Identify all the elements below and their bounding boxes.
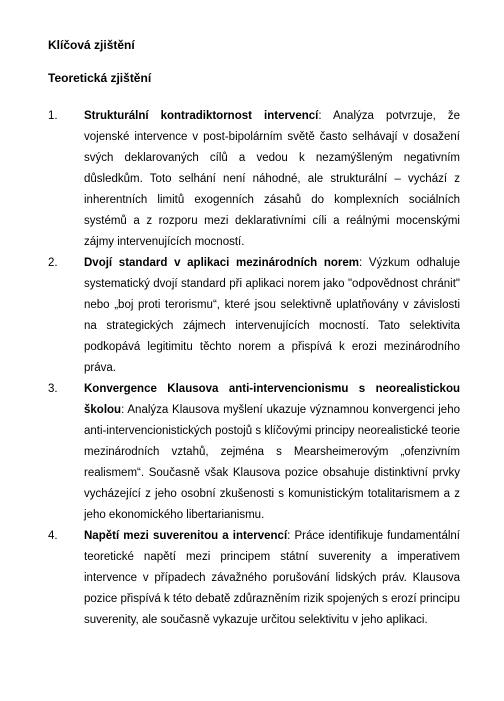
item-number: 2. bbox=[48, 257, 58, 269]
section-heading: Klíčová zjištění bbox=[48, 38, 135, 52]
item-number: 3. bbox=[48, 383, 58, 395]
subsection-heading: Teoretická zjištění bbox=[48, 71, 152, 85]
item-text: : Práce identifikuje fundamentální teoretické napětí mezi principem státní suverenity a imperativem intervence v případech závažného porušování lidských práv. Klausova pozice přispívá k této debatě zdůrazněním rizik spojených s erozí principu suverenity, ale současně vykazuje určitou selektivitu v jeho aplikaci. bbox=[84, 530, 460, 626]
item-text: : Výzkum odhaluje systematický dvojí standard při aplikaci norem jako "odpovědnost chránit" nebo „boj proti terorismu“, které jsou selektivně uplatňovány v závislosti na strategických zájmech intervenujících mocností. Tato selektivita podkopává legitimitu těchto norem a přispívá k erozi mezinárodního práva. bbox=[84, 257, 461, 374]
item-number: 1. bbox=[48, 110, 58, 122]
item-term: Napětí mezi suverenitou a intervencí bbox=[84, 530, 288, 542]
item-term: Konvergence Klausova anti-intervencionismu s neorealistickou školou bbox=[84, 383, 460, 416]
list-item bbox=[48, 106, 460, 253]
item-term: Strukturální kontradiktornost intervencí bbox=[84, 110, 319, 122]
findings-list bbox=[48, 106, 460, 631]
list-item bbox=[48, 379, 460, 526]
item-term: Dvojí standard v aplikaci mezinárodních norem bbox=[84, 257, 360, 269]
list-item bbox=[48, 253, 460, 379]
item-text: : Analýza Klausova myšlení ukazuje významnou konvergenci jeho anti-intervencionistických postojů s klíčovými principy neorealistické teorie mezinárodních vztahů, zejména s Mearsheimerovým „ofenzivním realismem“. Současně však Klausova pozice obsahuje distinktivní prvky vycházející z jeho osobní zkušenosti s komunistickým totalitarismem a z jeho ekonomického libertarianismu. bbox=[84, 404, 460, 521]
list-item bbox=[48, 526, 460, 631]
item-number: 4. bbox=[48, 530, 58, 542]
item-text: : Analýza potvrzuje, že vojenské intervence v post-bipolárním světě často selhávají v dosažení svých deklarovaných cílů a vedou k nezamýšleným negativním důsledkům. Toto selhání není náhodné, ale strukturální – vychází z inherentních limitů exogenních zásahů do komplexních sociálních systémů a z rozporu mezi deklarativními cíli a reálnými mocenskými zájmy intervenujících mocností. bbox=[84, 110, 461, 248]
